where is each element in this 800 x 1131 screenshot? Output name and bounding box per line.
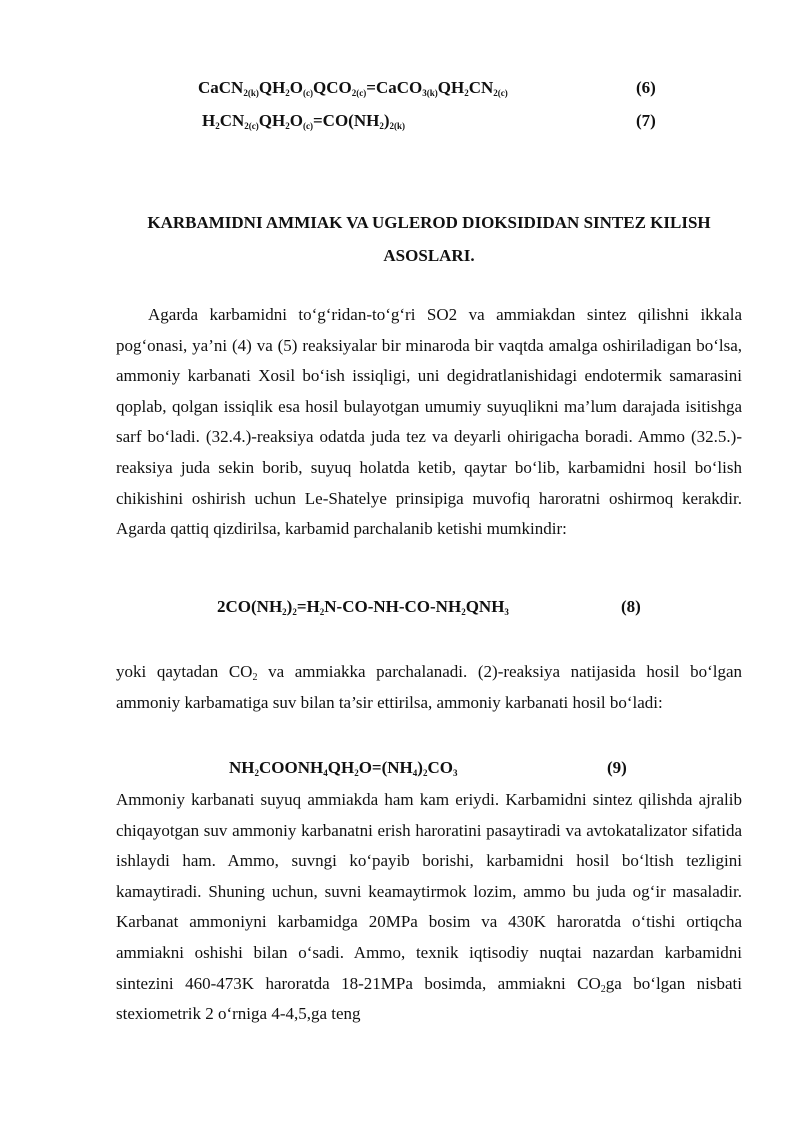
equation-8-number: (8): [621, 597, 641, 616]
paragraph-2: yoki qaytadan $CO_2$ va ammiakka parchalanadi. (2)-reaksiya natijasida hosil bo‘lgan ammoniy karbamatiga suv bilan ta’sir ettirilsa, ammoniy karbanati hosil bo‘ladi:: [116, 662, 742, 712]
equation-6-number: (6): [636, 78, 656, 97]
equation-9: $NH_2COONH_4QH_2O=(NH_4)_2CO_3$: [229, 758, 458, 778]
equation-9-number: (9): [607, 758, 627, 777]
equation-6: $CaCN_{2(k)}QH_2O_{(c)}QCO_{2(c)}=CaCO_{3(k)}QH_2CN_{2(c)}$: [198, 78, 508, 98]
equation-7-number: (7): [636, 111, 656, 130]
section-heading: KARBAMIDNI AMMIAK VA UGLEROD DIOKSIDIDAN SINTEZ KILISH ASOSLARI.: [147, 213, 711, 265]
equation-7: $H_2CN_{2(c)}QH_2O_{(c)}=CO(NH_2)_{2(k)}$: [202, 111, 406, 131]
paragraph-3: Ammoniy karbanati suyuq ammiakda ham kam eriydi. Karbamidni sintez qilishda ajralib chiqayotgan suv ammoniy karbanatni erish haroratini pasaytiradi va avtokatalizator sifatida ishlaydi ham. Ammo, suvngi ko‘payib borishi, karbamidni hosil bo‘ltish tezligini kamaytiradi. Shuning uchun, suvni keamaytirmok lozim, ammo bu juda og‘ir masaladir. Karbanat ammoniyni karbamidga 20MPa bosim va 430K haroratda o‘tishi ortiqcha ammiakni oshishi bilan o‘sadi. Ammo, texnik iqtisodiy nuqtai nazardan karbamidni sintezini 460-473K haroratda 18-21MPa bosimda, ammiakni $CO_2ga$ bo‘lgan nisbati stexiometrik 2 o‘rniga 4-4,5,ga teng: [116, 790, 743, 1024]
equation-8: $2CO(NH_2)_2=H_2N-CO-NH-CO-NH_2QNH_3$: [217, 597, 509, 617]
paragraph-1: Agarda karbamidni to‘g‘ridan-to‘g‘ri SO2 va ammiakdan sintez qilishni ikkala pog‘onasi, ya’ni (4) va (5) reaksiyalar bir minaroda bir vaqtda amalga oshiriladigan bo‘lsa, ammoniy karbanati Xosil bo‘ish issiqligi, uni degidratlanishidagi endotermik samarasini qoplab, qolgan issiqlik esa hosil bulayotgan umumiy suyuqlikni ma’lum darajada isitishga sarf bo‘ladi. (32.4.)-reaksiya odatda juda tez va deyarli ohirigacha boradi. Ammo (32.5.)-reaksiya juda sekin borib, suyuq holatda ketib, qaytar bo‘lib, karbamidni hosil bo‘lish chikishini oshirish uchun Le-Shatelye prinsipiga muvofiq haroratni oshirmoq kerakdir. Agarda qattiq qizdirilsa, karbamid parchalanib ketishi mumkindir:: [116, 305, 742, 539]
